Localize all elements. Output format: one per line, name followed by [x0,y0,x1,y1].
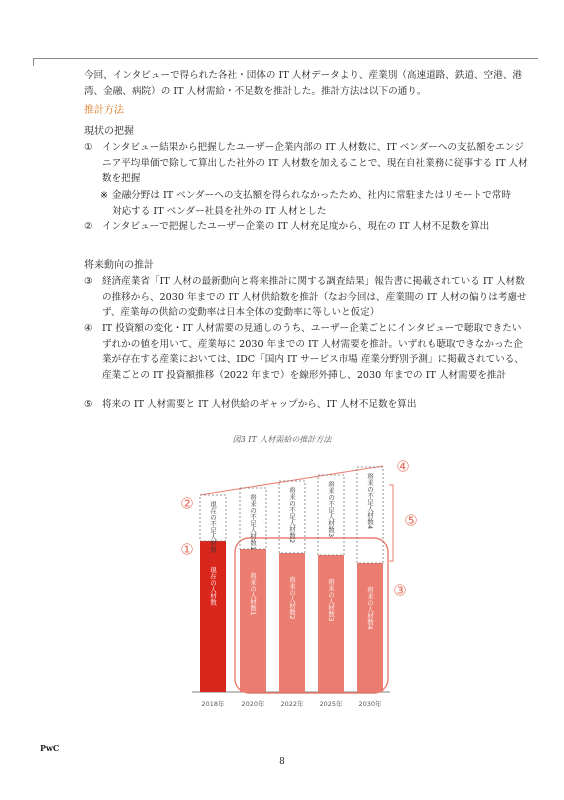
marker-label: ④ [396,457,410,476]
tick-label: 2018年 [201,700,225,708]
bar-label: 将来の人材数4 [366,586,374,630]
bar [200,541,226,692]
item-text: 将来の IT 人材需要と IT 人材供給のギャップから、IT 人材不足数を算出 [102,399,417,410]
page-number: 8 [279,757,285,767]
bar-label: 現在の人材数 [209,566,217,606]
item-text: インタビューで把握したユーザー企業の IT 人材充足度から、現在の IT 人材不足数を算出 [102,221,490,232]
intro-paragraph: 今回、インタビューで得られた各社・団体の IT 人材データより、産業別（高速道路、鉄道、空港、港湾、金融、病院）の IT 人材需給・不足数を推計した。推計方法は以下の通り。 [84,70,523,97]
marker-label: ③ [393,581,407,600]
item-number: ③ [84,276,93,287]
item-text: 経済産業省「IT 人材の最新動向と将来推計に関する調査結果」報告書に掲載されている IT 人材数の推移から、2030 年までの IT 人材供給数を推計（なお今回は、産業間の IT 人材の偏りは考慮せず、産業毎の供給の変動率は日本全体の変動率に等しいと仮定） [102,276,527,318]
tick-label: 2022年 [280,700,304,708]
tick-label: 2025年 [319,700,343,708]
note-mark: ※ [100,190,109,201]
method-heading: 推計方法 [84,105,124,116]
tick-label: 2030年 [358,700,382,708]
bar [318,555,344,692]
current-heading: 現状の把握 [84,126,134,137]
note-text: 金融分野は IT ベンダーへの支払額を得られなかったため、社内に常駐またはリモートで常時対応する IT ベンダー社員を社外の IT 人材とした [112,190,511,217]
shortage-bracket [389,485,393,561]
future-heading: 将来動向の推計 [84,260,154,271]
footer-brand: PwC [40,743,60,753]
bar-label-group [209,472,374,630]
shortage-label: 将来の不足人材数4 [366,473,374,530]
shortage-label: 現在の不足人材数 [209,501,217,553]
tick-label: 2020年 [241,700,265,708]
item-number: ⑤ [84,399,93,410]
shortage-label: 将来の不足人材数3 [327,481,335,538]
item-number: ④ [84,323,93,334]
item-number: ① [84,142,93,153]
bar [240,549,266,692]
marker-label: ② [180,494,194,513]
bar [279,553,305,692]
shortage-label: 将来の不足人材数2 [288,487,296,544]
marker-label: ① [180,540,194,559]
tick-label-group [201,699,382,708]
figure-caption: 図3 IT 人材需給の推計方法 [232,435,332,444]
bar-label: 将来の人材数2 [288,576,296,620]
shortage-label: 将来の不足人材数1 [249,494,257,551]
item-text: IT 投資額の変化・IT 人材需要の見通しのうち、ユーザー企業ごとにインタビューで聴取できたいずれかの値を用いて、産業毎に 2030 年までの IT 人材需要を推計。いずれも聴取できなかった企業が存在する産業においては、IDC「国内 IT サービス市場 産業分野別予測」に掲載されている、産業ごとの IT 投資額推移（2022 年まで）を線形外挿し、2030 年までの IT 人材需要を推計 [102,323,524,381]
item-number: ② [84,221,93,232]
bar-label: 将来の人材数3 [327,578,335,622]
item-text: インタビュー結果から把握したユーザー企業内部の IT 人材数に、IT ベンダーへの支払額をエンジニア平均単価で除して算出した社外の IT 人材数を加えることで、現在自社業務に従事する IT 人材数を把握 [102,142,528,184]
marker-label: ⑤ [404,511,418,530]
bar-label: 将来の人材数1 [249,572,257,616]
